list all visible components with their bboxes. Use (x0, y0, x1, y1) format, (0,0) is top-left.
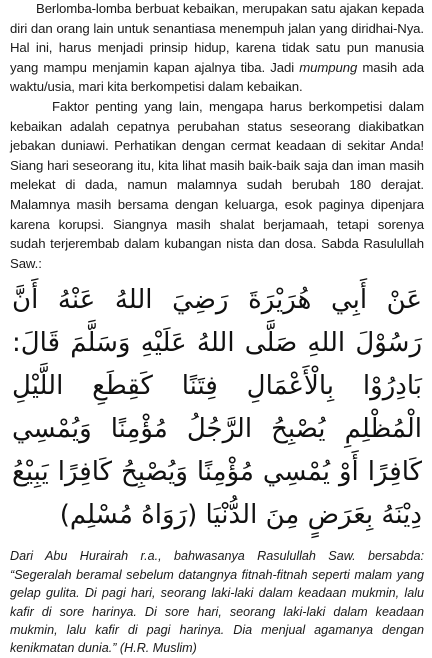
paragraph-worldly-trap: Faktor penting yang lain, mengapa harus berkompetisi dalam kebaikan adalah cepatnya perubahan status seseorang diakibatkan jebakan duniawi. Perhatikan dengan cermat keadaan di sekitar Anda! Siang hari seseorang itu, kita lihat masih baik-baik saja dan iman masih melekat di dada, namun malamnya sudah berubah 180 derajat. Malamnya masih bersama dengan keluarga, esok paginya dipenjara karena korupsi. Siangnya masih shalat berjamaah, tetapi sorenya sudah terjerembab dalam kubangan nista dan dosa. Sabda Rasulullah Saw.: (10, 98, 424, 271)
paragraph1-text-end: masih ada waktu/usia, mari kita berkompetisi dalam kebaikan. (10, 59, 424, 95)
italic-word-mumpung: mumpung (299, 59, 358, 75)
hadith-arabic-text: عَنْ أَبِي هُرَيْرَةَ رَضِيَ اللهُ عَنْهُ أَنَّ رَسُوْلَ اللهِ صَلَّى اللهُ عَلَيْهِ وَسَلَّمَ قَالَ: بَادِرُوْا بِالْأَعْمَالِ فِتَنًا كَقِطَعِ اللَّيْلِ الْمُظْلِمِ يُصْبِحُ الرَّجُلُ مُؤْمِنًا وَيُمْسِي كَافِرًا أَوْ يُمْسِي مُؤْمِنًا وَيُصْبِحُ كَافِرًا يَبِيْعُ دِيْنَهُ بِعَرَضٍ مِنَ الدُّنْيَا (رَوَاهُ مُسْلِم) (12, 285, 422, 531)
paragraph1-text-start: Berlomba-lomba berbuat kebaikan, merupakan satu ajakan kepada diri dan orang lain untuk senantiasa menempuh jalan yang diridhai-Nya. Hal ini, harus menjadi prinsip hidup, karena tidak satu pun manusia yang mampu menjamin kapan ajalnya tiba. Jadi (10, 1, 424, 75)
hadith-translation: Dari Abu Hurairah r.a., bahwasanya Rasulullah Saw. bersabda: “Segeralah beramal sebelum datangnya fitnah-fitnah seperti malam yang gelap gulita. Di pagi hari, seorang laki-laki dalam keadaan mukmin, lalu kafir di sore harinya. Di sore hari, seorang laki-laki dalam keadaan mukmin, lalu kafir di pagi harinya. Dia menjual agamanya dengan kenikmatan dunia.” (H.R. Muslim) (10, 549, 424, 656)
paragraph-competition-in-goodness (10, 0, 424, 97)
